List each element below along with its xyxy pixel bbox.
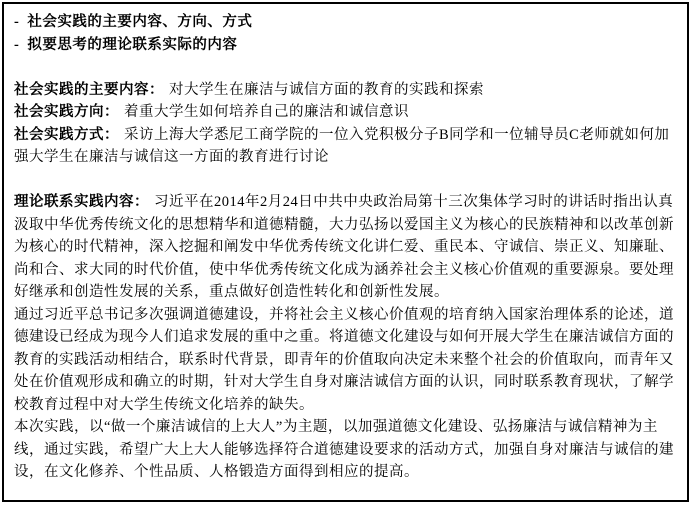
- theory-paragraph-3: [14, 416, 677, 484]
- text-box-frame: [2, 2, 689, 502]
- theory-paragraph-1: [14, 191, 677, 304]
- theory-label: 理论联系实践内容：: [14, 194, 149, 210]
- practice-direction-label: 社会实践方向：: [14, 104, 119, 120]
- bullet-text: 社会实践的主要内容、方向、方式: [27, 14, 253, 30]
- practice-content-label: 社会实践的主要内容：: [14, 81, 164, 98]
- blank-line: [14, 56, 677, 79]
- practice-method-paragraph: [14, 124, 677, 169]
- practice-direction-text: 着重大学生如何培养自己的廉洁和诚信意识: [124, 104, 409, 120]
- bullet-item: [14, 11, 677, 34]
- bullet-dash: -: [14, 36, 20, 53]
- practice-method-label: 社会实践方式：: [14, 126, 119, 143]
- theory-text-2: 通过习近平总书记多次强调道德建设，并将社会主义核心价值观的培育纳入国家治理体系的论述，道德建设已经成为现今人们追求发展的重中之重。将道德文化建设与如何开展大学生在廉洁诚信方面的教育的实践活动相结合，联系时代背景，即青年的价值取向决定未来整个社会的价值取向，而青年又处在价值观形成和确立的时期，针对大学生自身对廉洁诚信方面的认识，同时联系教育现状，了解学校教育过程中对大学生传统文化培养的缺失。: [14, 306, 674, 413]
- theory-paragraph-2: [14, 304, 677, 417]
- practice-direction-paragraph: [14, 101, 677, 124]
- practice-method-text: 采访上海大学悉尼工商学院的一位入党积极分子B同学和一位辅导员C老师就如何加强大学生在廉洁与诚信这一方面的教育进行讨论: [14, 126, 670, 165]
- bullet-dash: -: [14, 14, 20, 30]
- bullet-text: 拟要思考的理论联系实际的内容: [27, 36, 238, 53]
- bullet-item: [14, 34, 677, 57]
- practice-content-paragraph: [14, 79, 677, 102]
- practice-content-text: 对大学生在廉洁与诚信方面的教育的实践和探索: [169, 81, 484, 98]
- blank-line: [14, 169, 677, 192]
- theory-text-3: 本次实践，以“做一个廉洁诚信的上大人”为主题，以加强道德文化建设、弘扬廉洁与诚信精神为主线，通过实践，希望广大上大人能够选择符合道德建设要求的活动方式，加强自身对廉洁与诚信的建设，在文化修养、个性品质、人格锻造方面得到相应的提高。: [14, 419, 674, 480]
- theory-text-1: 习近平在2014年2月24日中共中央政治局第十三次集体学习时的讲话时指出认真汲取中华优秀传统文化的思想精华和道德精髓，大力弘扬以爱国主义为核心的民族精神和以改革创新为核心的时代精神，深入挖掘和阐发中华优秀传统文化讲仁爱、重民本、守诚信、崇正义、知廉耻、尚和合、求大同的时代价值，使中华优秀传统文化成为涵养社会主义核心价值观的重要源泉。要处理好继承和创造性发展的关系，重点做好创造性转化和创新性发展。: [14, 194, 674, 300]
